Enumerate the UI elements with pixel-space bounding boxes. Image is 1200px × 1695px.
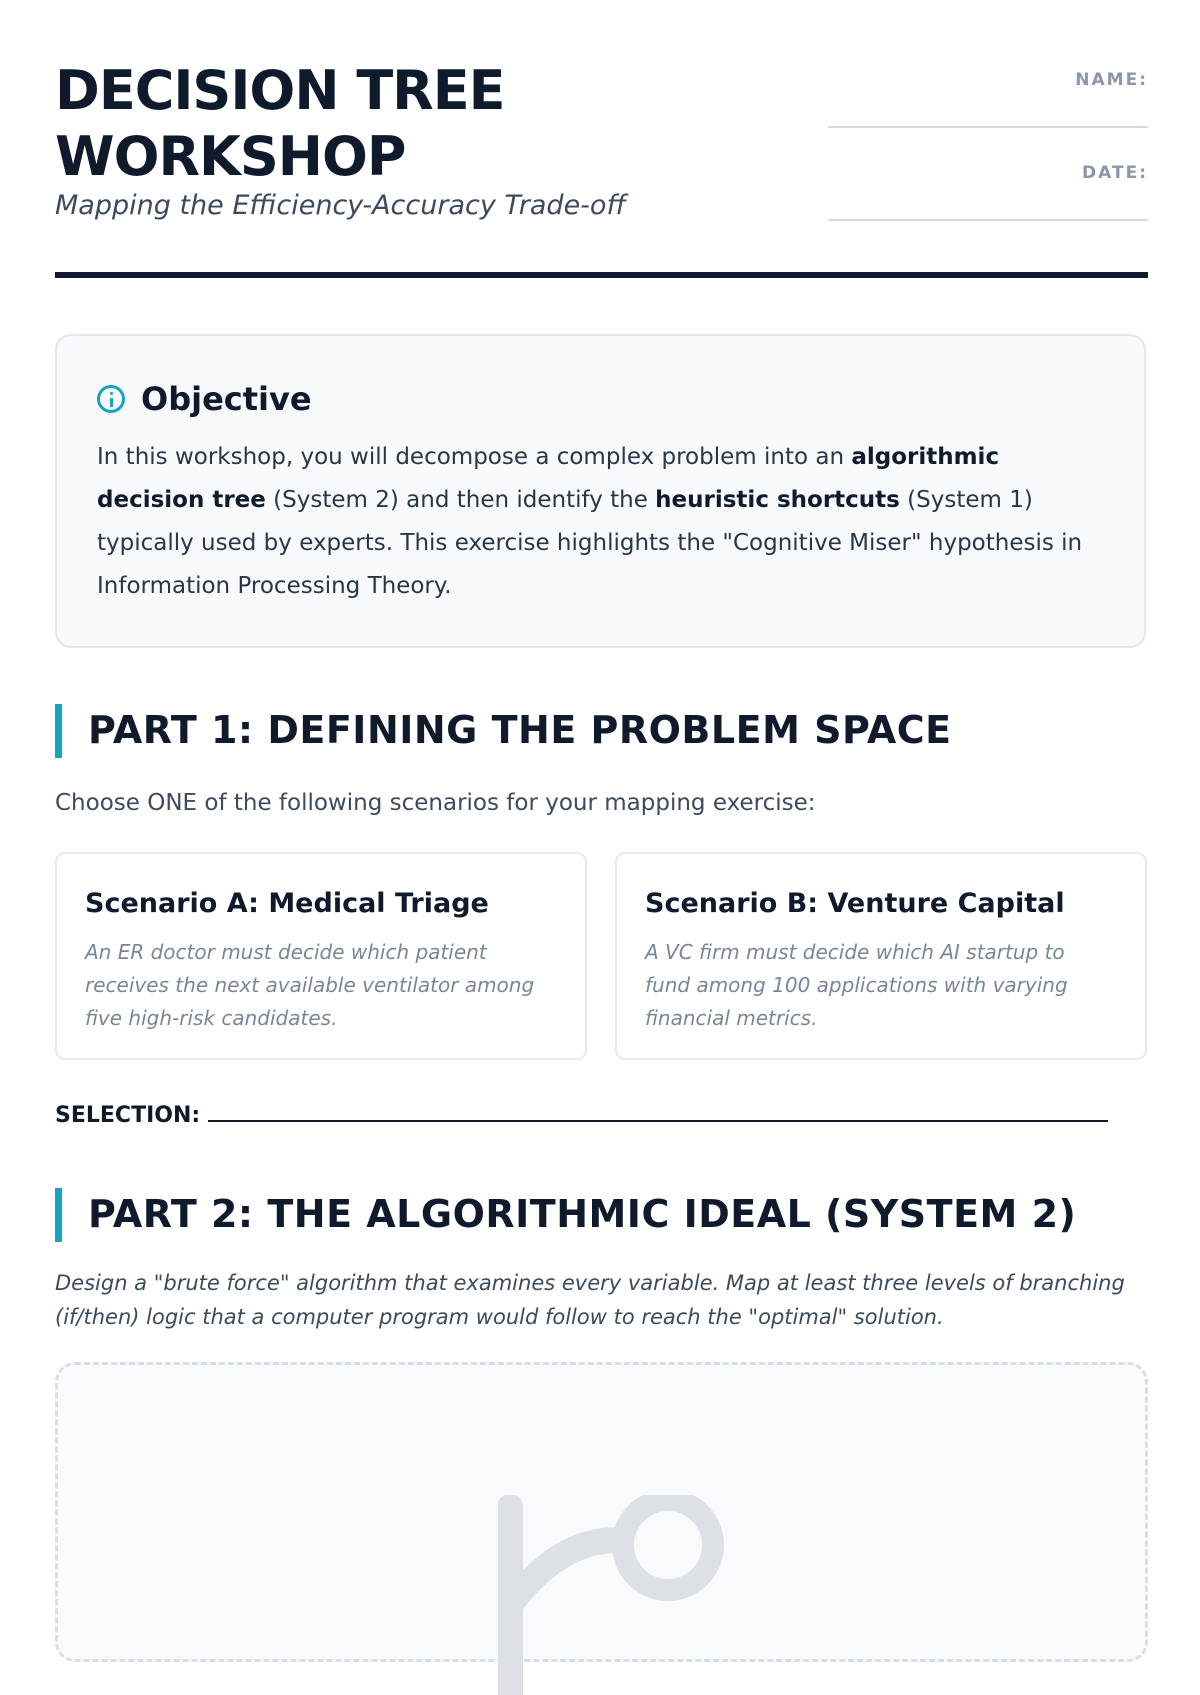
name-label: NAME: <box>1075 70 1148 90</box>
objective-emphasis-heuristic: heuristic shortcuts <box>655 487 900 513</box>
objective-title: Objective <box>141 380 312 418</box>
scenario-title: Scenario A: Medical Triage <box>85 888 489 919</box>
date-row <box>828 163 1148 256</box>
info-icon <box>97 385 125 413</box>
date-label: DATE: <box>1082 163 1148 183</box>
part1-heading-text: PART 1: DEFINING THE PROBLEM SPACE <box>88 708 952 752</box>
part2-intro: Design a "brute force" algorithm that examines every variable. Map at least three levels of branching (if/then) logic that a computer program would follow to reach the "optimal" solution. <box>55 1271 1125 1329</box>
scenario-title: Scenario B: Venture Capital <box>645 888 1065 919</box>
part1-heading <box>55 704 1148 758</box>
scenario-card-b[interactable] <box>615 852 1147 1060</box>
name-row <box>828 70 1148 163</box>
objective-emphasis-algorithmic: algorithmic decision tree <box>97 444 1000 513</box>
objective-header <box>97 380 312 418</box>
selection-row <box>55 1102 1108 1128</box>
header-divider <box>55 272 1148 278</box>
date-field[interactable] <box>828 219 1148 221</box>
name-field[interactable] <box>828 126 1148 128</box>
objective-text-part: In this workshop, you will decompose a complex problem into an <box>97 444 852 470</box>
page-title: DECISION TREE WORKSHOP <box>55 59 505 188</box>
part2-heading-text: PART 2: THE ALGORITHMIC IDEAL (SYSTEM 2) <box>88 1192 1077 1236</box>
objective-text <box>97 436 1102 608</box>
part2-heading <box>55 1188 1148 1242</box>
selection-field[interactable] <box>208 1102 1108 1122</box>
scenario-description: An ER doctor must decide which patient receives the next available ventilator among five high-risk candidates. <box>85 940 535 1030</box>
part1-intro: Choose ONE of the following scenarios for your mapping exercise: <box>55 790 816 816</box>
scenario-description: A VC firm must decide which AI startup to fund among 100 applications with varying financial metrics. <box>645 940 1068 1030</box>
selection-label: SELECTION: <box>55 1103 201 1128</box>
worksheet-header <box>55 58 1148 278</box>
objective-text-part: (System 2) and then identify the <box>265 487 656 513</box>
objective-text-part: (System 1) typically used by experts. This exercise highlights the "Cognitive Miser" hypothesis in Information Processing Theory. <box>97 487 1083 599</box>
tree-branch-icon <box>498 1495 738 1695</box>
tree-drawing-area[interactable] <box>55 1362 1148 1662</box>
scenario-card-a[interactable] <box>55 852 587 1060</box>
page-subtitle: Mapping the Efficiency-Accuracy Trade-off <box>55 190 626 221</box>
student-info <box>828 70 1148 256</box>
objective-box <box>55 334 1146 648</box>
